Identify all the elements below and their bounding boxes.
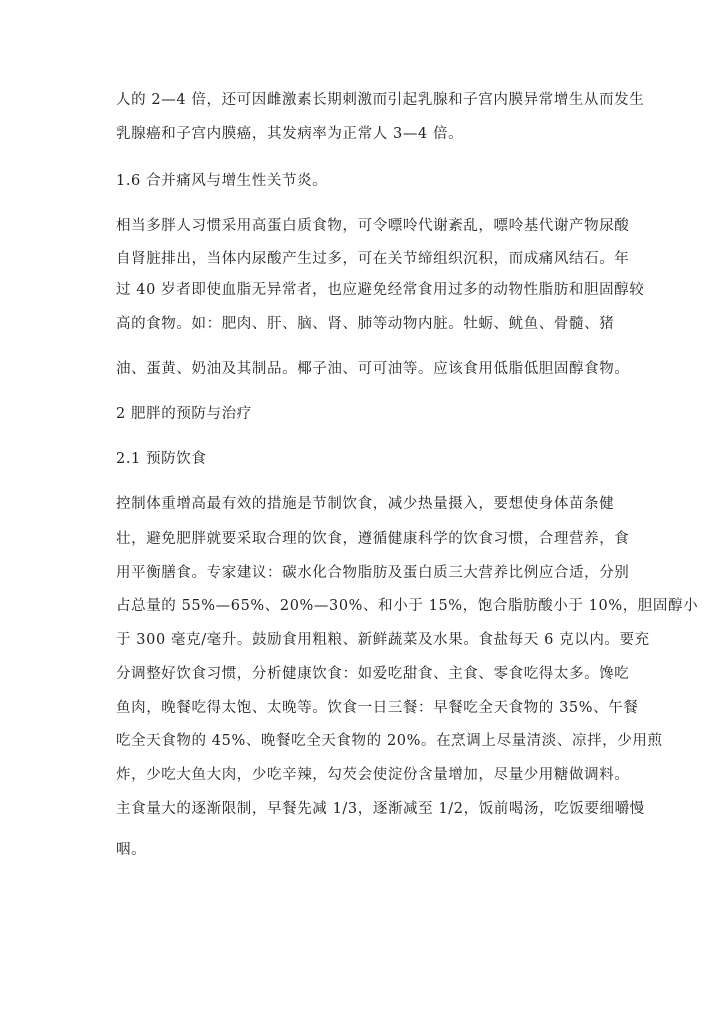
text-line: 咽。: [116, 842, 147, 858]
text-line: 乳腺癌和子宫内膜癌，其发病率为正常人 3—4 倍。: [116, 126, 464, 142]
text-line: 分调整好饮食习惯，分析健康饮食：如爱吃甜食、主食、零食吃得太多。馋吃: [116, 666, 630, 682]
text-line: 油、蛋黄、奶油及其制品。椰子油、可可油等。应该食用低脂低胆固醇食物。: [116, 361, 630, 377]
text-line: 人的 2—4 倍，还可因雌激素长期刺激而引起乳腺和子宫内膜异常增生从而发生: [116, 92, 645, 108]
text-line: 高的食物。如：肥肉、肝、脑、肾、肺等动物内脏。牡蛎、鱿鱼、骨髓、猪: [116, 316, 615, 332]
section-heading: 1.6 合并痛风与增生性关节炎。: [116, 173, 328, 189]
text-line: 占总量的 55%—65%、20%—30%、和小于 15%，饱合脂肪酸小于 10%，胆固醇小: [116, 598, 699, 614]
text-line: 控制体重增高最有效的措施是节制饮食，减少热量摄入，要想使身体苗条健: [116, 496, 615, 512]
text-line: 炸，少吃大鱼大肉，少吃辛辣，勾芡会使淀份含量增加，尽量少用糖做调料。: [116, 767, 630, 783]
text-line: 用平衡膳食。专家建议：碳水化合物脂肪及蛋白质三大营养比例应合适，分别: [116, 565, 630, 581]
text-line: 壮，避免肥胖就要采取合理的饮食，遵循健康科学的饮食习惯，合理营养，食: [116, 531, 630, 547]
text-line: 鱼肉，晚餐吃得太饱、太晚等。饮食一日三餐：早餐吃全天食物的 35%、午餐: [116, 700, 639, 716]
text-line: 主食量大的逐渐限制，早餐先减 1/3，逐渐减至 1/2，饭前喝汤，吃饭要细嚼慢: [116, 801, 645, 817]
text-line: 于 300 毫克/毫升。鼓励食用粗粮、新鲜蔬菜及水果。食盐每天 6 克以内。要充: [116, 632, 650, 648]
text-line: 相当多胖人习惯采用高蛋白质食物，可令嘌呤代谢紊乱，嘌呤基代谢产物尿酸: [116, 218, 630, 234]
text-line: 吃全天食物的 45%、晚餐吃全天食物的 20%。在烹调上尽量清淡、凉拌，少用煎: [116, 733, 663, 749]
text-line: 过 40 岁者即使血脂无异常者，也应避免经常食用过多的动物性脂肪和胆固醇较: [116, 282, 645, 298]
section-heading: 2 肥胖的预防与治疗: [116, 406, 252, 422]
subsection-heading: 2.1 预防饮食: [116, 451, 207, 467]
text-line: 自肾脏排出，当体内尿酸产生过多，可在关节缔组织沉积，而成痛风结石。年: [116, 251, 630, 267]
